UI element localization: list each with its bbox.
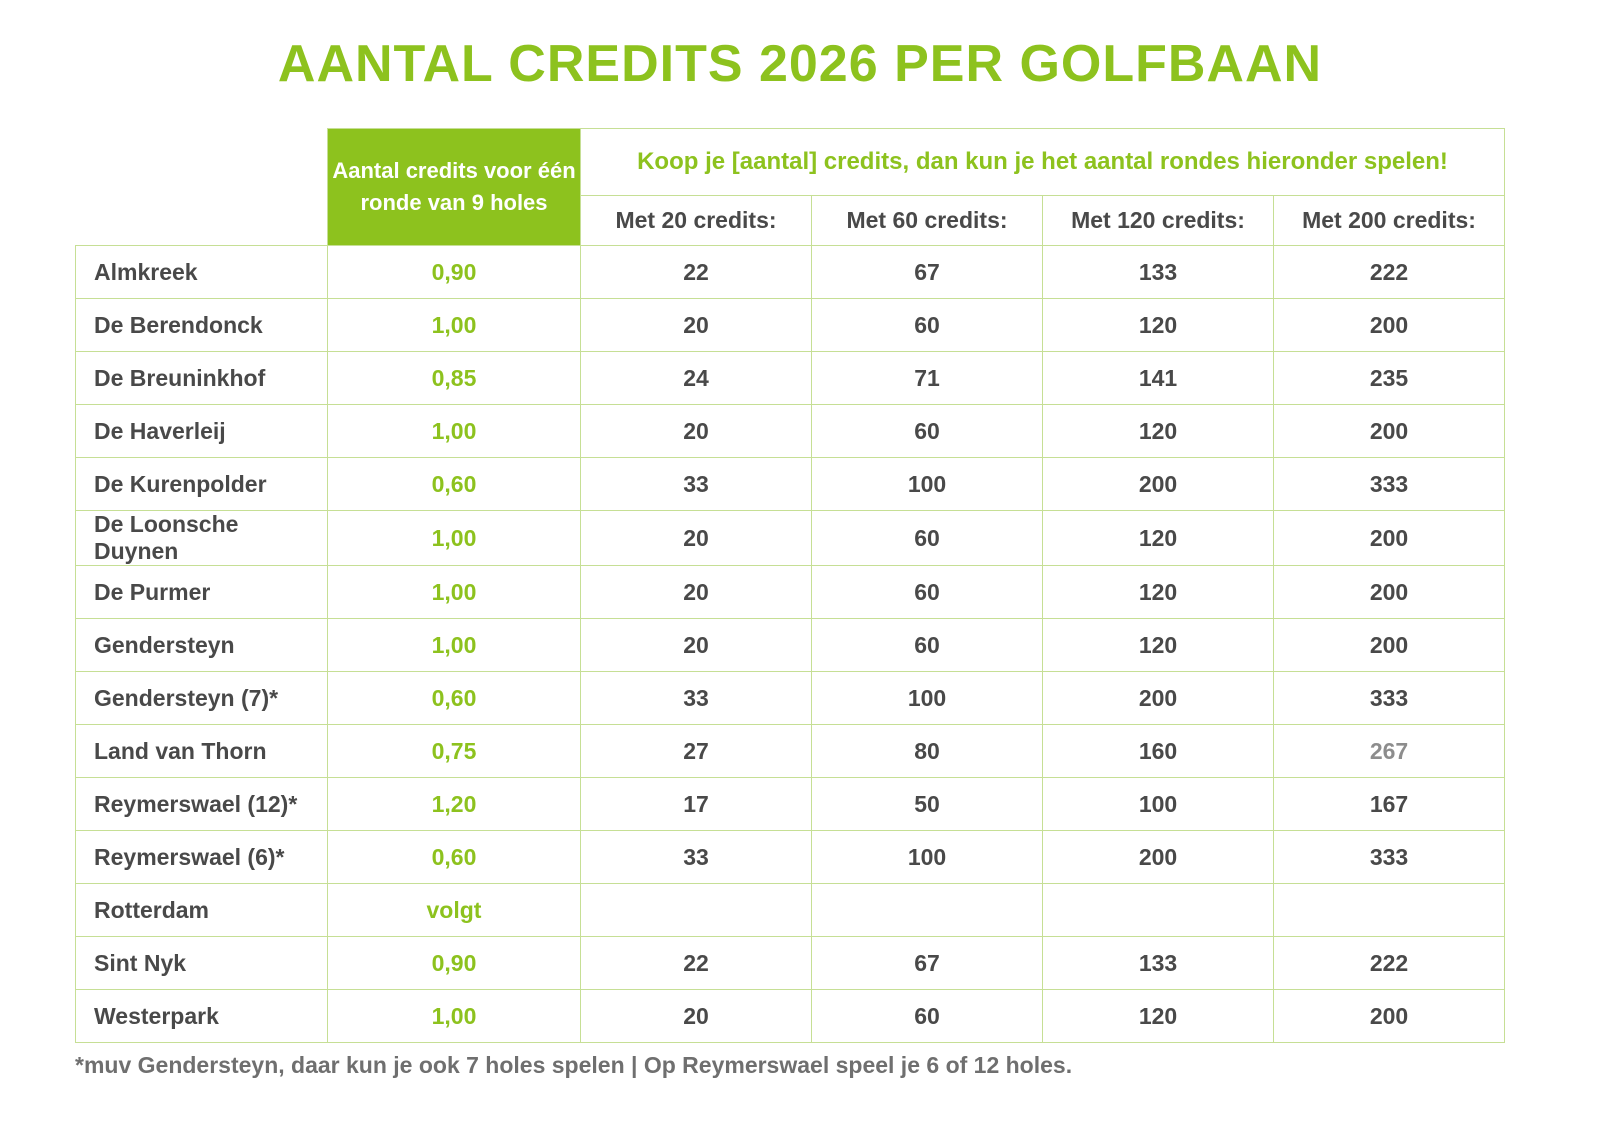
rounds-120-cell [1043, 884, 1274, 937]
table-row [76, 246, 1505, 299]
rounds-200-cell: 200 [1274, 511, 1505, 566]
course-name-cell: Westerpark [76, 990, 328, 1043]
column-header-60-credits: Met 60 credits: [812, 196, 1043, 246]
course-name-cell: Reymerswael (6)* [76, 831, 328, 884]
rounds-20-cell: 17 [581, 778, 812, 831]
rounds-120-cell: 133 [1043, 937, 1274, 990]
credits-per-round-cell: 1,20 [328, 778, 581, 831]
rounds-120-cell: 120 [1043, 990, 1274, 1043]
rounds-60-cell: 80 [812, 725, 1043, 778]
page-title: AANTAL CREDITS 2026 PER GOLFBAAN [277, 35, 1323, 93]
rounds-200-cell: 222 [1274, 937, 1505, 990]
credits-per-round-cell: 1,00 [328, 299, 581, 352]
table-row [76, 937, 1505, 990]
rounds-120-cell: 160 [1043, 725, 1274, 778]
rounds-20-cell: 20 [581, 566, 812, 619]
rounds-120-cell: 120 [1043, 511, 1274, 566]
credits-per-round-cell: 0,90 [328, 937, 581, 990]
rounds-60-cell: 100 [812, 831, 1043, 884]
rounds-20-cell: 22 [581, 246, 812, 299]
course-name-cell: De Berendonck [76, 299, 328, 352]
rounds-20-cell: 20 [581, 511, 812, 566]
rounds-20-cell: 33 [581, 672, 812, 725]
rounds-120-cell: 200 [1043, 672, 1274, 725]
rounds-200-cell: 200 [1274, 405, 1505, 458]
course-name-cell: Gendersteyn [76, 619, 328, 672]
rounds-200-cell: 200 [1274, 619, 1505, 672]
credits-per-round-cell: 0,60 [328, 831, 581, 884]
table-row [76, 672, 1505, 725]
rounds-200-cell: 200 [1274, 566, 1505, 619]
rounds-200-cell: 333 [1274, 831, 1505, 884]
table-row [76, 405, 1505, 458]
rounds-200-cell: 333 [1274, 672, 1505, 725]
table-row [76, 831, 1505, 884]
course-name-cell: Sint Nyk [76, 937, 328, 990]
rounds-200-cell: 167 [1274, 778, 1505, 831]
table-row [76, 990, 1505, 1043]
table-row [76, 511, 1505, 566]
rounds-20-cell: 20 [581, 990, 812, 1043]
course-name-cell: Rotterdam [76, 884, 328, 937]
rounds-120-cell: 141 [1043, 352, 1274, 405]
rounds-120-cell: 120 [1043, 619, 1274, 672]
course-name-cell: Reymerswael (12)* [76, 778, 328, 831]
credits-per-round-cell: 1,00 [328, 405, 581, 458]
rounds-60-cell: 100 [812, 458, 1043, 511]
column-header-120-credits: Met 120 credits: [1043, 196, 1274, 246]
rounds-200-cell: 235 [1274, 352, 1505, 405]
credits-per-round-cell: 0,60 [328, 672, 581, 725]
rounds-20-cell: 33 [581, 458, 812, 511]
table-row [76, 619, 1505, 672]
course-name-cell: Gendersteyn (7)* [76, 672, 328, 725]
column-header-200-credits: Met 200 credits: [1274, 196, 1505, 246]
rounds-60-cell: 60 [812, 405, 1043, 458]
credits-per-round-cell: 1,00 [328, 566, 581, 619]
rounds-60-cell: 60 [812, 990, 1043, 1043]
rounds-60-cell: 67 [812, 937, 1043, 990]
table-row [76, 725, 1505, 778]
rounds-20-cell: 33 [581, 831, 812, 884]
rounds-200-cell: 267 [1274, 725, 1505, 778]
rounds-200-cell: 200 [1274, 990, 1505, 1043]
rounds-200-cell: 200 [1274, 299, 1505, 352]
rounds-120-cell: 120 [1043, 405, 1274, 458]
credits-per-round-cell: 1,00 [328, 990, 581, 1043]
empty-header-cell [76, 129, 328, 246]
credits-per-round-cell: 1,00 [328, 511, 581, 566]
rounds-200-cell: 333 [1274, 458, 1505, 511]
rounds-60-cell: 50 [812, 778, 1043, 831]
course-name-cell: De Haverleij [76, 405, 328, 458]
rounds-60-cell: 67 [812, 246, 1043, 299]
table-row [76, 352, 1505, 405]
rounds-60-cell: 60 [812, 511, 1043, 566]
rounds-120-cell: 120 [1043, 566, 1274, 619]
table-row [76, 458, 1505, 511]
table-row [76, 778, 1505, 831]
table-row [76, 884, 1505, 937]
rounds-120-cell: 120 [1043, 299, 1274, 352]
rounds-20-cell: 27 [581, 725, 812, 778]
course-name-cell: De Loonsche Duynen [76, 511, 328, 566]
rounds-20-cell: 24 [581, 352, 812, 405]
credits-per-round-cell: volgt [328, 884, 581, 937]
table-body [76, 246, 1505, 1043]
course-name-cell: De Kurenpolder [76, 458, 328, 511]
rounds-20-cell: 20 [581, 405, 812, 458]
rounds-20-cell [581, 884, 812, 937]
rounds-120-cell: 200 [1043, 831, 1274, 884]
course-name-cell: De Breuninkhof [76, 352, 328, 405]
rounds-60-cell: 71 [812, 352, 1043, 405]
rounds-20-cell: 20 [581, 299, 812, 352]
rounds-120-cell: 133 [1043, 246, 1274, 299]
rounds-200-cell [1274, 884, 1505, 937]
course-name-cell: Land van Thorn [76, 725, 328, 778]
rounds-60-cell: 100 [812, 672, 1043, 725]
rounds-200-cell: 222 [1274, 246, 1505, 299]
rounds-120-cell: 100 [1043, 778, 1274, 831]
rounds-120-cell: 200 [1043, 458, 1274, 511]
credits-per-round-cell: 1,00 [328, 619, 581, 672]
rounds-60-cell: 60 [812, 619, 1043, 672]
credits-per-round-cell: 0,85 [328, 352, 581, 405]
rounds-banner-header: Koop je [aantal] credits, dan kun je het aantal rondes hieronder spelen! [581, 129, 1505, 196]
footnote: *muv Gendersteyn, daar kun je ook 7 holes spelen | Op Reymerswael speel je 6 of 12 holes. [75, 1052, 1073, 1078]
credits-table [75, 128, 1505, 1043]
table-row [76, 299, 1505, 352]
credits-column-header: Aantal credits voor één ronde van 9 holes [328, 129, 581, 246]
rounds-20-cell: 22 [581, 937, 812, 990]
column-header-20-credits: Met 20 credits: [581, 196, 812, 246]
course-name-cell: De Purmer [76, 566, 328, 619]
rounds-60-cell: 60 [812, 566, 1043, 619]
credits-per-round-cell: 0,90 [328, 246, 581, 299]
rounds-20-cell: 20 [581, 619, 812, 672]
rounds-60-cell [812, 884, 1043, 937]
table-row [76, 566, 1505, 619]
course-name-cell: Almkreek [76, 246, 328, 299]
credits-per-round-cell: 0,60 [328, 458, 581, 511]
rounds-60-cell: 60 [812, 299, 1043, 352]
credits-per-round-cell: 0,75 [328, 725, 581, 778]
